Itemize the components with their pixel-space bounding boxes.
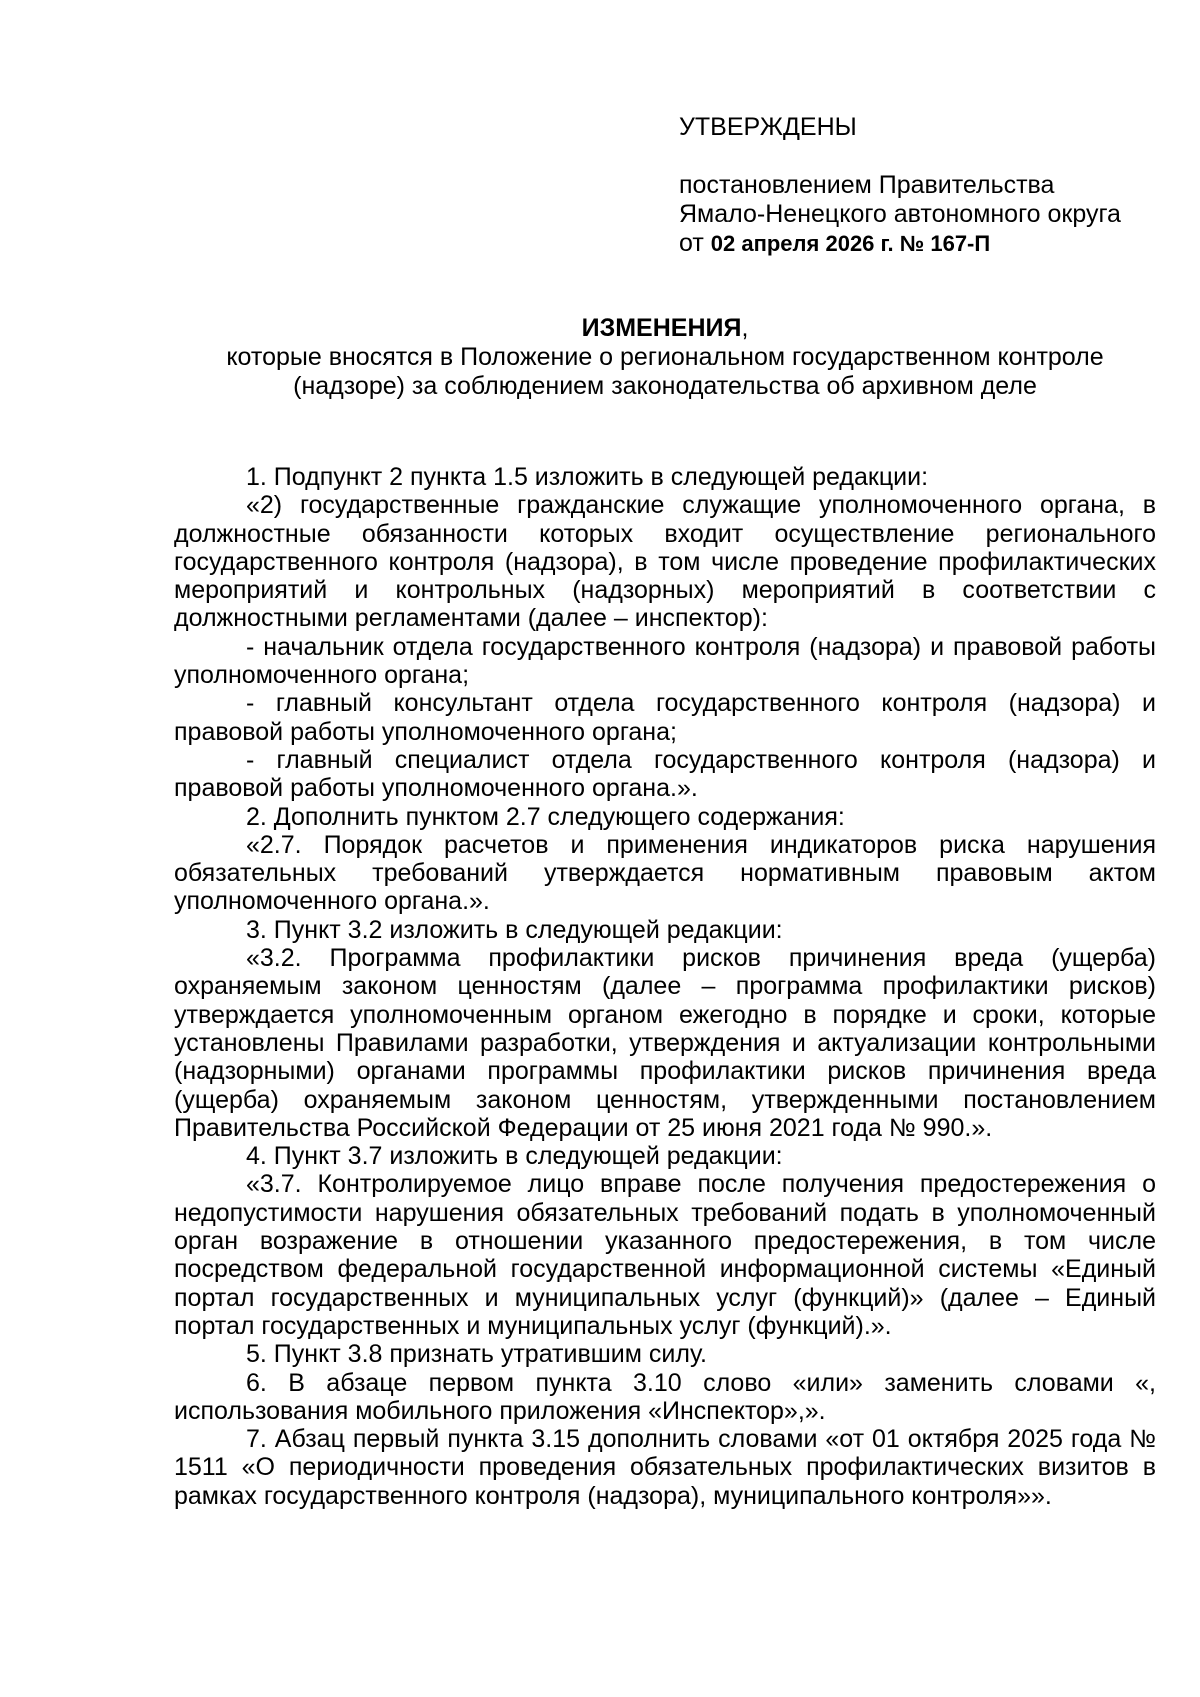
paragraph-12: 5. Пункт 3.8 признать утратившим силу.	[246, 1340, 707, 1369]
title-heading: ИЗМЕНЕНИЯ	[581, 314, 742, 342]
title-block	[175, 314, 1155, 401]
title-subtitle: которые вносятся в Положение о региональном государственном контроле (надзоре) за соблюдением законодательства об архивном деле	[226, 343, 1104, 400]
title-heading-line	[175, 314, 1155, 343]
approval-stamp: УТВЕРЖДЕНЫ	[679, 113, 857, 141]
approval-from-prefix: от	[679, 229, 704, 257]
paragraph-14: 7. Абзац первый пункта 3.15 дополнить словами «от 01 октября 2025 года № 1511 «О периодичности проведения обязательных профилактических визитов в рамках государственного контроля (надзора), муниципального контроля»».	[174, 1425, 1156, 1510]
approval-date-line	[679, 229, 1159, 258]
paragraph-5: - главный специалист отдела государственного контроля (надзора) и правовой работы уполномоченного органа.».	[174, 745, 1156, 803]
approval-line-2: Ямало-Ненецкого автономного округа	[679, 200, 1121, 228]
paragraph-9: «3.2. Программа профилактики рисков причинения вреда (ущерба) охраняемым законом ценностям (далее – программа профилактики рисков) утверждается уполномоченным органом ежегодно в порядке и сроки, которые установлены Правилами разработки, утверждения и актуализации контрольными (надзорными) органами программы профилактики рисков причинения вреда (ущерба) охраняемым законом ценностям, утвержденными постановлением Правительства Российской Федерации от 25 июня 2021 года № 990.».	[174, 944, 1156, 1142]
paragraph-1: 1. Подпункт 2 пункта 1.5 изложить в следующей редакции:	[246, 463, 929, 491]
paragraph-3: - начальник отдела государственного контроля (надзора) и правовой работы уполномоченного органа;	[174, 632, 1156, 690]
paragraph-6: 2. Дополнить пунктом 2.7 следующего содержания:	[246, 802, 845, 831]
paragraph-4: - главный консультант отдела государственного контроля (надзора) и правовой работы уполномоченного органа;	[174, 689, 1156, 746]
paragraph-11: «3.7. Контролируемое лицо вправе после получения предостережения о недопустимости нарушения обязательных требований подать в уполномоченный орган возражение в отношении указанного предостережения, в том числе посредством федеральной государственной информационной системы «Единый портал государственных и муниципальных услуг (функций)» (далее – Единый портал государственных и муниципальных услуг (функций).».	[174, 1170, 1156, 1340]
approval-line-1: постановлением Правительства	[679, 171, 1055, 199]
title-heading-comma: ,	[741, 314, 749, 342]
paragraph-13: 6. В абзаце первом пункта 3.10 слово «или» заменить словами «, использования мобильного приложения «Инспектор»,».	[174, 1368, 1156, 1425]
paragraph-8: 3. Пункт 3.2 изложить в следующей редакции:	[246, 915, 783, 944]
paragraph-10: 4. Пункт 3.7 изложить в следующей редакции:	[246, 1142, 783, 1171]
approval-block	[679, 113, 1159, 258]
approval-doc-ref: 02 апреля 2026 г. № 167-П	[710, 231, 991, 256]
paragraph-2: «2) государственные гражданские служащие уполномоченного органа, в должностные обязанности которых входит осуществление регионального государственного контроля (надзора), в том числе проведение профилактических мероприятий и контрольных (надзорных) мероприятий в соответствии с должностными регламентами (далее – инспектор):	[174, 491, 1156, 633]
document-body	[174, 463, 1156, 1510]
paragraph-7: «2.7. Порядок расчетов и применения индикаторов риска нарушения обязательных требований утверждается нормативным правовым актом уполномоченного органа.».	[174, 830, 1156, 916]
